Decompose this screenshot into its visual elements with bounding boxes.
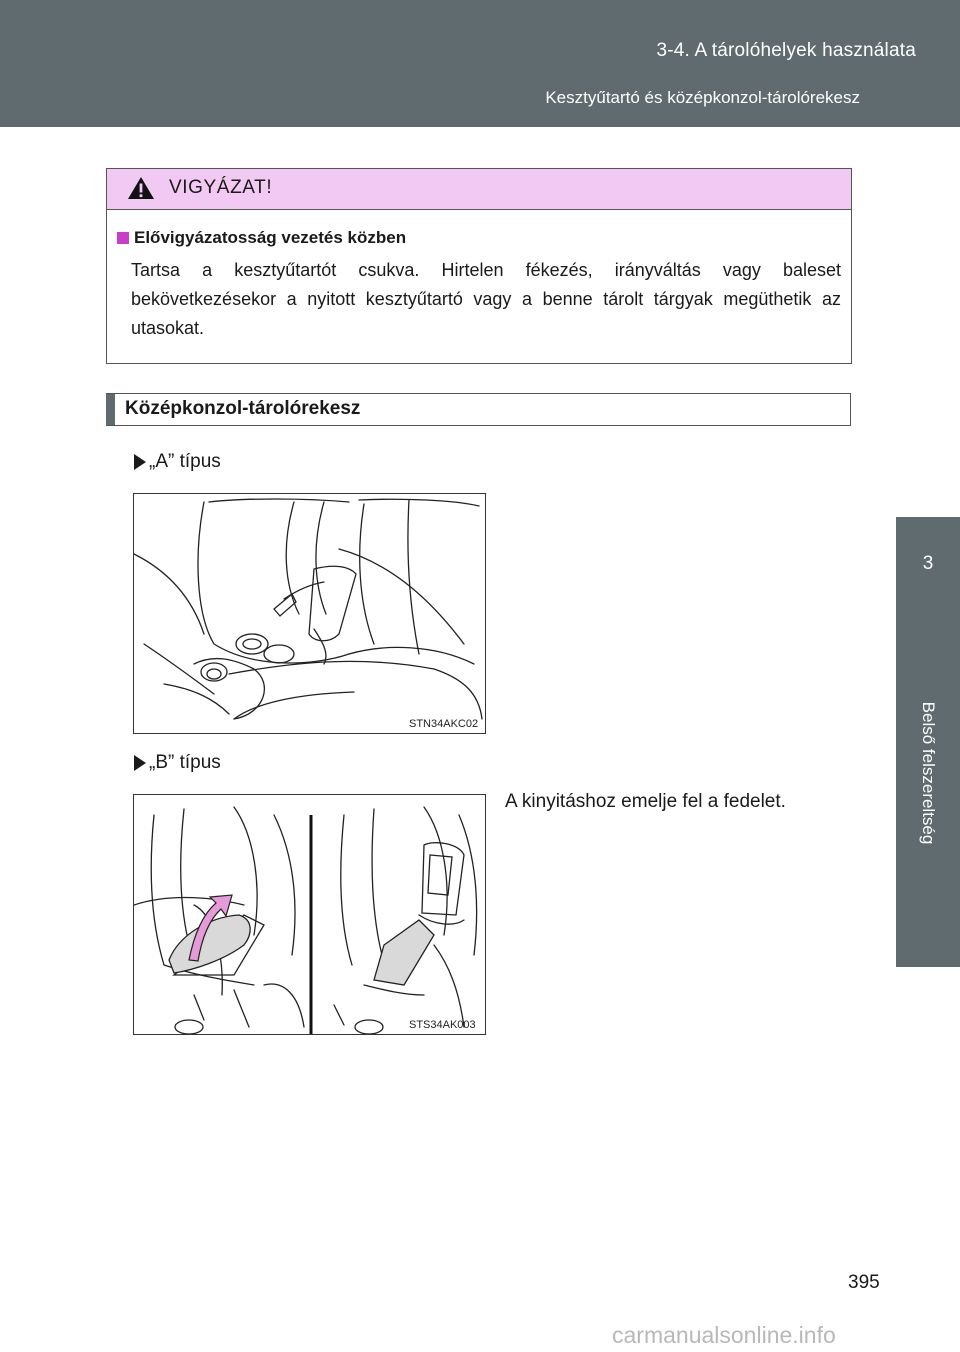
open-instruction: A kinyitáshoz emelje fel a fedelet.: [505, 791, 786, 812]
caution-box: [106, 168, 852, 364]
caution-title: VIGYÁZAT!: [169, 177, 273, 198]
type-b-label: [134, 752, 221, 774]
triangle-bullet-icon: [134, 454, 146, 470]
triangle-bullet-icon: [134, 755, 146, 771]
header-subsection-title: Kesztyűtartó és középkonzol-tárolórekesz: [545, 88, 860, 107]
caution-subtitle: [117, 228, 841, 248]
type-a-label-text: „A” típus: [149, 451, 221, 472]
section-accent: [106, 394, 115, 425]
chapter-side-tab[interactable]: [896, 517, 960, 967]
caution-header: [107, 169, 851, 210]
header-section-title: 3-4. A tárolóhelyek használata: [656, 40, 916, 61]
figure-type-b: [133, 794, 486, 1035]
type-b-label-text: „B” típus: [149, 752, 221, 773]
type-a-label: [134, 451, 221, 473]
chapter-label: Belső felszereltség: [919, 701, 938, 845]
section-heading: [106, 393, 851, 426]
chapter-number: 3: [922, 553, 934, 574]
section-title: Középkonzol-tárolórekesz: [125, 398, 361, 419]
watermark: carmanualsonline.info: [612, 1322, 836, 1348]
caution-text: Tartsa a kesztyűtartót csukva. Hirtelen fékezés, irányváltás vagy baleset bekövetkezésekor a nyitott kesztyűtartó vagy a benne tárolt tárgyak megüthetik az utasokat.: [131, 260, 841, 338]
caution-subtitle-text: Elővigyázatosság vezetés közben: [134, 228, 407, 247]
figure-a-code: STN34AKC02: [409, 718, 479, 730]
figure-type-a: [133, 493, 486, 734]
page-number: 395: [848, 1272, 880, 1293]
console-illustration-b: [134, 795, 485, 1034]
console-illustration-a: [134, 494, 485, 733]
figure-b-code: STS34AK003: [409, 1019, 476, 1031]
square-bullet-icon: [117, 232, 129, 244]
warning-icon: [127, 175, 155, 201]
page-header: [0, 0, 960, 127]
